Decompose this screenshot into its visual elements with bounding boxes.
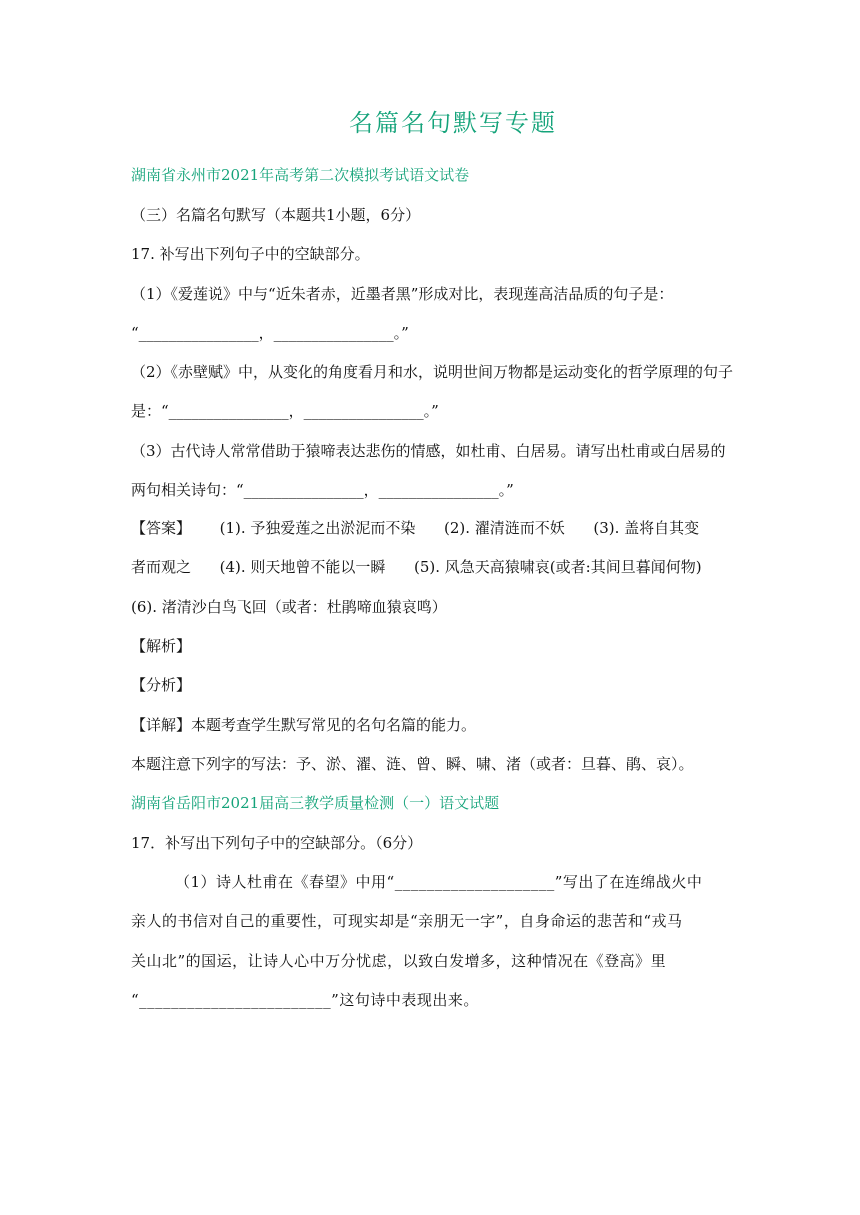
question-2-line-1: （2）《赤壁赋》中，从变化的角度看月和水，说明世间万物都是运动变化的哲学原理的句子	[131, 363, 734, 381]
section-heading: （三）名篇名句默写（本题共1小题，6分）	[131, 206, 421, 224]
question-1-line-2: “________________，________________。”	[131, 324, 409, 342]
paragraph-line-4: “________________________”这句诗中表现出来。	[131, 991, 479, 1009]
answer-line-1: 【答案】 (1). 予独爱莲之出淤泥而不染 (2). 濯清涟而不妖 (3). 盖将自其变	[131, 519, 700, 537]
detail-line: 【详解】本题考查学生默写常见的名句名篇的能力。	[131, 716, 477, 734]
analysis-label: 【解析】	[131, 637, 192, 655]
source-heading-1: 湖南省永州市2021年高考第二次模拟考试语文试卷	[131, 166, 470, 184]
answer-line-2: 者而观之 (4). 则天地曾不能以一瞬 (5). 风急天高猿啸哀(或者:其间旦暮闻何物)	[131, 558, 702, 576]
answer-line-3: (6). 渚清沙白鸟飞回（或者：杜鹃啼血猿哀鸣）	[131, 598, 447, 616]
question-3-line-2: 两句相关诗句：“________________，________________。”	[131, 481, 514, 499]
question-17b-stem: 17．补写出下列句子中的空缺部分。（6分）	[131, 834, 423, 852]
note-line: 本题注意下列字的写法：予、淤、濯、涟、曾、瞬、啸、渚（或者：旦暮、鹃、哀）。	[131, 755, 694, 773]
paragraph-line-2: 亲人的书信对自己的重要性，可现实却是“亲朋无一字”，自身命运的悲苦和“戎马	[131, 912, 683, 930]
paragraph-line-1: （1）诗人杜甫在《春望》中用“____________________”写出了在连绵战火中	[175, 873, 703, 891]
paragraph-line-3: 关山北”的国运，让诗人心中万分忧虑，以致白发增多，这种情况在《登高》里	[131, 952, 667, 970]
fenxi-label: 【分析】	[131, 676, 192, 694]
source-heading-2: 湖南省岳阳市2021届高三教学质量检测（一）语文试题	[131, 794, 500, 812]
question-1-line-1: （1）《爱莲说》中与“近朱者赤，近墨者黑”形成对比，表现莲高洁品质的句子是：	[131, 285, 674, 303]
question-2-line-2: 是：“________________，________________。”	[131, 402, 439, 420]
page-title: 名篇名句默写专题	[349, 109, 557, 137]
question-3-line-1: （3）古代诗人常常借助于猿啼表达悲伤的情感，如杜甫、白居易。请写出杜甫或白居易的	[131, 442, 726, 460]
question-17-stem: 17. 补写出下列句子中的空缺部分。	[131, 245, 370, 263]
